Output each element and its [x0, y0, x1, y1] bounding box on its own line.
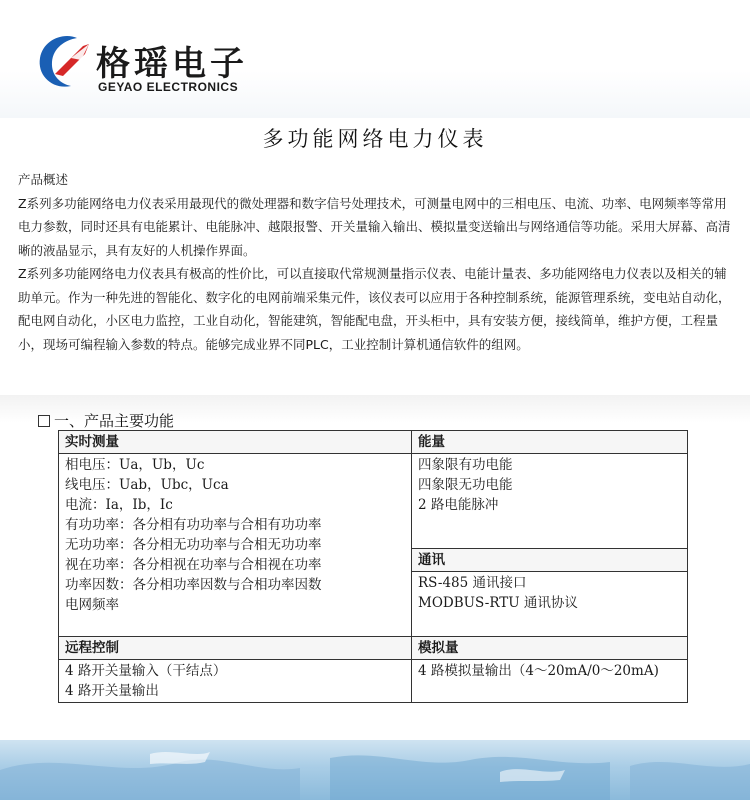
functions-heading: [38, 410, 174, 431]
comm-line: RS-485 通讯接口: [418, 575, 527, 592]
functions-table: [58, 430, 688, 703]
energy-line: 2 路电能脉冲: [418, 497, 499, 513]
remote-cell: [59, 660, 412, 703]
geyao-logo-icon: [33, 30, 95, 92]
analog-cell: [412, 660, 688, 703]
remote-line: 4 路开关量输入（干结点）: [65, 663, 227, 679]
realtime-line: 线电压：Uab，Ubc，Uca: [65, 477, 229, 493]
remote-line: 4 路开关量输出: [65, 683, 159, 699]
footer-map-banner: [0, 740, 750, 800]
overview-paragraph-1: Z系列多功能网络电力仪表采用最现代的微处理器和数字信号处理技术，可测量电网中的三相电压、电流、功率、电网频率等常用电力参数，同时还具有电能累计、电能脉冲、越限报警、开关量输入输出、模拟量变送输出与网络通信等功能。采用大屏幕、高清晰的液晶显示，具有友好的人机操作界面。: [18, 195, 731, 258]
functions-heading-text: 一、产品主要功能: [54, 412, 175, 430]
page-title: 多功能网络电力仪表: [262, 127, 488, 151]
world-map-decoration: [0, 740, 750, 800]
overview-section: [18, 168, 734, 356]
analog-line: 4 路模拟量输出（4～20mA/0～20mA): [418, 663, 659, 679]
energy-line: 四象限有功电能: [418, 457, 513, 473]
header-banner: [0, 0, 750, 118]
realtime-line: 无功功率：各分相无功功率与合相无功功率: [65, 537, 322, 553]
energy-line: 四象限无功电能: [418, 477, 513, 493]
brand-name-cn: 格瑶电子: [96, 44, 248, 84]
comm-title: 通讯: [412, 549, 688, 572]
overview-heading: 产品概述: [18, 172, 69, 187]
realtime-line: 有功功率：各分相有功功率与合相有功功率: [65, 517, 322, 533]
realtime-title: 实时测量: [59, 431, 412, 454]
remote-title: 远程控制: [59, 637, 412, 660]
energy-cell: [412, 454, 688, 549]
realtime-cell: [59, 454, 412, 637]
section-marker-icon: [38, 415, 50, 427]
overview-paragraph-2: Z系列多功能网络电力仪表具有极高的性价比，可以直接取代常规测量指示仪表、电能计量表、多功能网络电力仪表以及相关的辅助单元。作为一种先进的智能化、数字化的电网前端采集元件，该仪表可以应用于各种控制系统，能源管理系统，变电站自动化，配电网自动化，小区电力监控，工业自动化，智能建筑，智能配电盘，开头柜中，具有安装方便，接线简单，维护方便，工程量小，现场可编程输入参数的特点。能够完成业界不同PLC，工业控制计算机通信软件的组网。: [18, 266, 731, 352]
realtime-line: 电流：Ia，Ib，Ic: [65, 497, 173, 513]
energy-title: 能量: [412, 431, 688, 454]
brand-name-en: GEYAO ELECTRONICS: [98, 80, 239, 94]
realtime-line: 功率因数：各分相功率因数与合相功率因数: [65, 577, 322, 593]
analog-title: 模拟量: [412, 637, 688, 660]
realtime-line: 相电压：Ua，Ub，Uc: [65, 457, 205, 473]
realtime-line: 视在功率：各分相视在功率与合相视在功率: [65, 557, 322, 573]
realtime-line: 电网频率: [65, 597, 119, 613]
comm-line: MODBUS-RTU 通讯协议: [418, 595, 578, 612]
comm-cell: [412, 572, 688, 637]
